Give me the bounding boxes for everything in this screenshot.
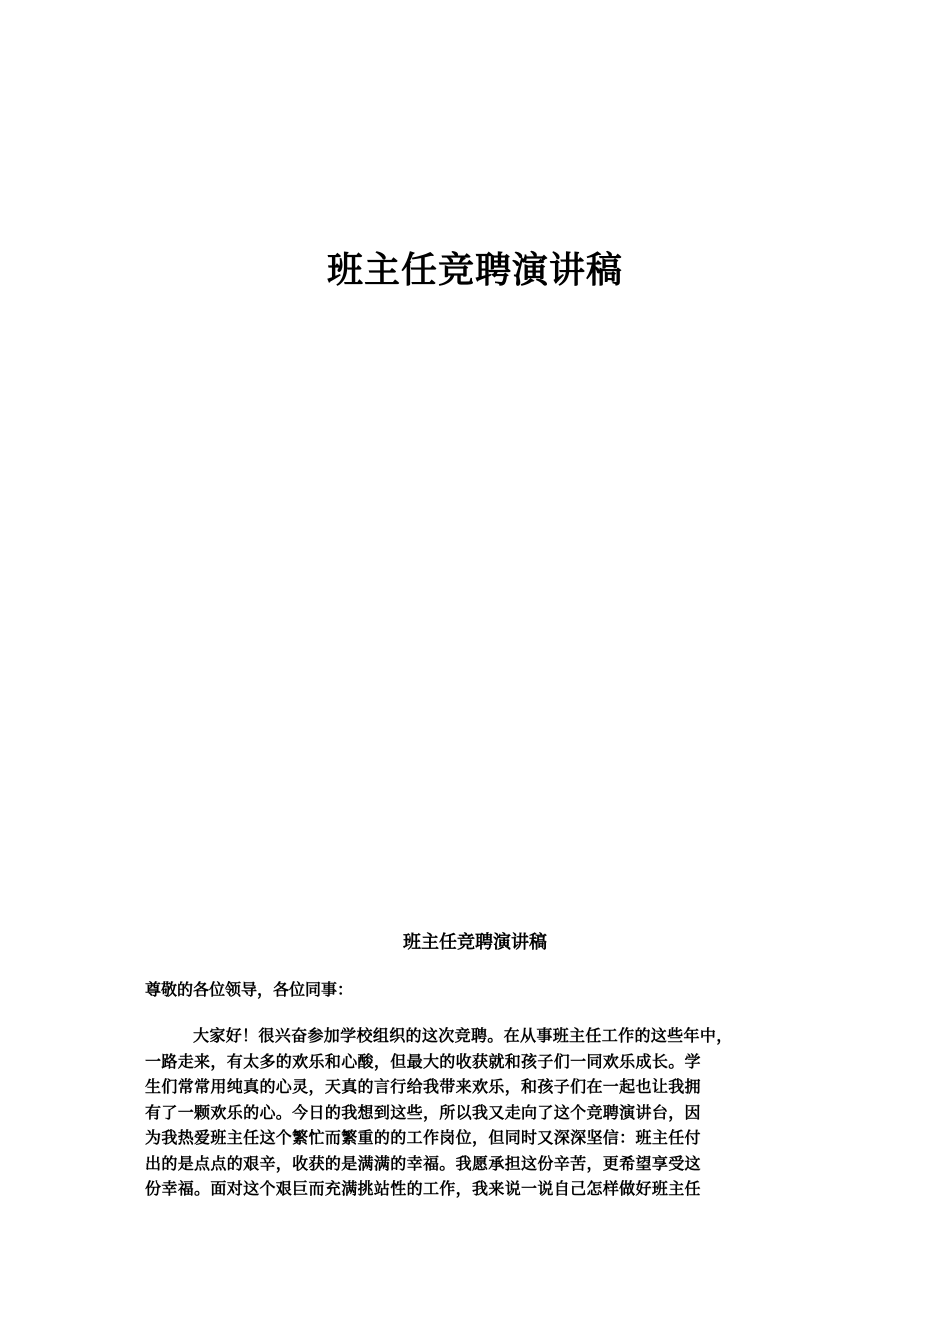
body-line: 为我热爱班主任这个繁忙而繁重的的工作岗位，但同时又深深坚信：班主任付 <box>145 1128 701 1147</box>
body-line: 有了一颗欢乐的心。今日的我想到这些，所以我又走向了这个竞聘演讲台，因 <box>145 1102 701 1122</box>
body-line: 生们常常用纯真的心灵，天真的言行给我带来欢乐，和孩子们在一起也让我拥 <box>145 1077 701 1096</box>
body-line: 份幸福。面对这个艰巨而充满挑站性的工作，我来说一说自己怎样做好班主任 <box>145 1179 701 1198</box>
cover-title: 班主任竞聘演讲稿 <box>326 249 623 291</box>
salutation: 尊敬的各位领导，各位同事： <box>145 980 354 999</box>
body-line: 大家好！很兴奋参加学校组织的这次竞聘。在从事班主任工作的这些年中， <box>193 1026 733 1045</box>
body-paragraph <box>145 1023 835 1202</box>
body-line: 出的是点点的艰辛，收获的是满满的幸福。我愿承担这份辛苦，更希望享受这 <box>145 1153 701 1173</box>
document-heading: 班主任竞聘演讲稿 <box>403 932 547 953</box>
body-line: 一路走来，有太多的欢乐和心酸，但最大的收获就和孩子们一同欢乐成长。学 <box>145 1051 701 1071</box>
